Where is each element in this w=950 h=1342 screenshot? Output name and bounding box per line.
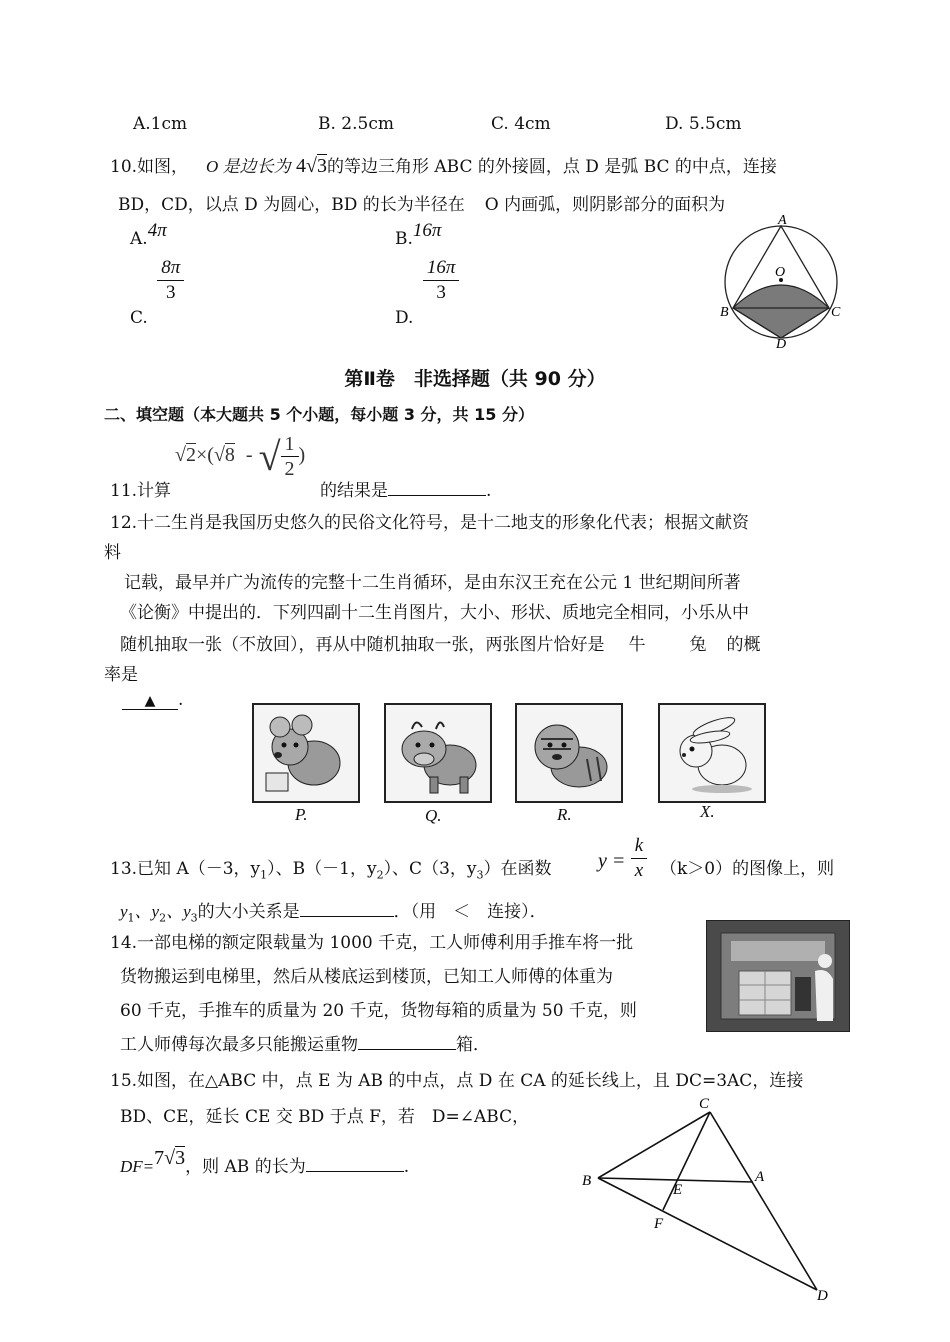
elevator-image [707,921,849,1031]
q14-line3: 60 千克，手推车的质量为 20 千克，货物每箱的质量为 50 千克，则 [120,1001,637,1021]
fig10-label-d: D [776,337,787,350]
q13-function: y = $\frac{k}{x}$ [598,834,647,883]
fig10-label-o: O [775,265,786,280]
fig10-label-c: C [831,305,841,320]
q12-line6: 率是 [104,665,138,685]
zodiac-card-rat [252,703,360,803]
q15-line1: 15.如图，在△ABC 中，点 E 为 AB 的中点，点 D 在 CA 的延长线上，且 DC=3AC，连接 [110,1071,804,1091]
caption-q: Q. [425,806,442,825]
fig15-label-c: C [699,1096,710,1112]
q11-prefix: 11.计算 [110,481,172,501]
zodiac-card-tiger [515,703,623,803]
q12-line5: 随机抽取一张（不放回），再从中随机抽取一张，两张图片恰好是 牛 兔 的概 [120,635,761,655]
q12-answer: ▲ . [122,690,183,710]
q12-line4: 《论衡》中提出的．下列四副十二生肖图片，大小、形状、质地完全相同，小乐从中 [120,603,749,623]
q15-line2: BD、CE，延长 CE 交 BD 于点 F，若 D=∠ABC， [120,1107,530,1127]
caption-p: P. [295,805,308,824]
q12-line3: 记载，最早并广为流传的完整十二生肖循环，是由东汉王充在公元 1 世纪期间所著 [124,573,741,593]
caption-r: R. [557,805,572,824]
fig10-label-a: A [778,213,787,228]
q12-line2: 料 [104,543,121,563]
q10-option-c: C. $\frac{8\pi}{3}$ [130,256,184,305]
tiger-image [517,705,621,801]
q13-line2: $y_1$、$y_2$、$y_3$的大小关系是 ．（用 ＜ 连接）． [120,902,547,925]
q9-option-c: C. 4cm [491,114,551,134]
q14-line1: 14.一部电梯的额定限载量为 1000 千克，工人师傅利用手推车将一批 [110,933,634,953]
fig15-label-d: D [817,1288,828,1304]
q10-line2: BD，CD，以点 D 为圆心，BD 的长为半径在 O 内画弧，则阴影部分的面积为 [118,195,726,215]
q10-option-b: B.16π [395,220,442,249]
zodiac-card-rabbit [658,703,766,803]
q10-option-d: D. $\frac{16\pi}{3}$ [395,256,459,305]
rabbit-image [660,705,764,801]
fig10-label-b: B [720,305,729,320]
fig15-label-b: B [582,1173,592,1189]
q10-option-a: A.4π [130,220,167,249]
caption-x: X. [700,802,715,821]
q13-line1: 13.已知 A（－3，$y_1$）、B（－1，$y_2$）、C（3，$y_3$）在函数 [110,859,552,882]
q9-option-a: A.1cm [133,114,188,134]
q14-line2: 货物搬运到电梯里，然后从楼底运到楼顶，已知工人师傅的体重为 [120,967,613,987]
q10-line1: 10.如图， O 是边长为 4√3的等边三角形 ABC 的外接圆，点 D 是弧 BC 的中点，连接 [110,155,777,177]
q11-expression: √2×(√8 - √ $\frac{1}{2}$ ) [175,433,306,480]
zodiac-card-ox [384,703,492,803]
q12-line1: 12.十二生肖是我国历史悠久的民俗文化符号，是十二地支的形象化代表；根据文献资 [110,513,750,533]
q9-option-b: B. 2.5cm [318,114,394,134]
fig15-label-a: A [755,1169,765,1185]
q13-condition: （k＞0）的图像上，则 [660,859,835,879]
fig15-label-e: E [673,1182,683,1198]
q15-line3: DF=7√3，则 AB 的长为 . [120,1147,410,1177]
elevator-photo [706,920,850,1032]
rat-image [254,705,358,801]
q15-triangle-figure [575,1092,845,1307]
ox-image [386,705,490,801]
q14-line4: 工人师傅每次最多只能搬运重物 箱． [120,1035,490,1055]
q11-suffix: 的结果是 . [320,481,492,501]
part2-title: 第Ⅱ卷 非选择题（共 90 分） [344,368,606,390]
q10-circle-figure [715,210,850,350]
section-heading: 二、填空题（本大题共 5 个小题，每小题 3 分，共 15 分） [104,405,534,424]
q9-option-d: D. 5.5cm [665,114,742,134]
fig15-label-f: F [654,1216,664,1232]
